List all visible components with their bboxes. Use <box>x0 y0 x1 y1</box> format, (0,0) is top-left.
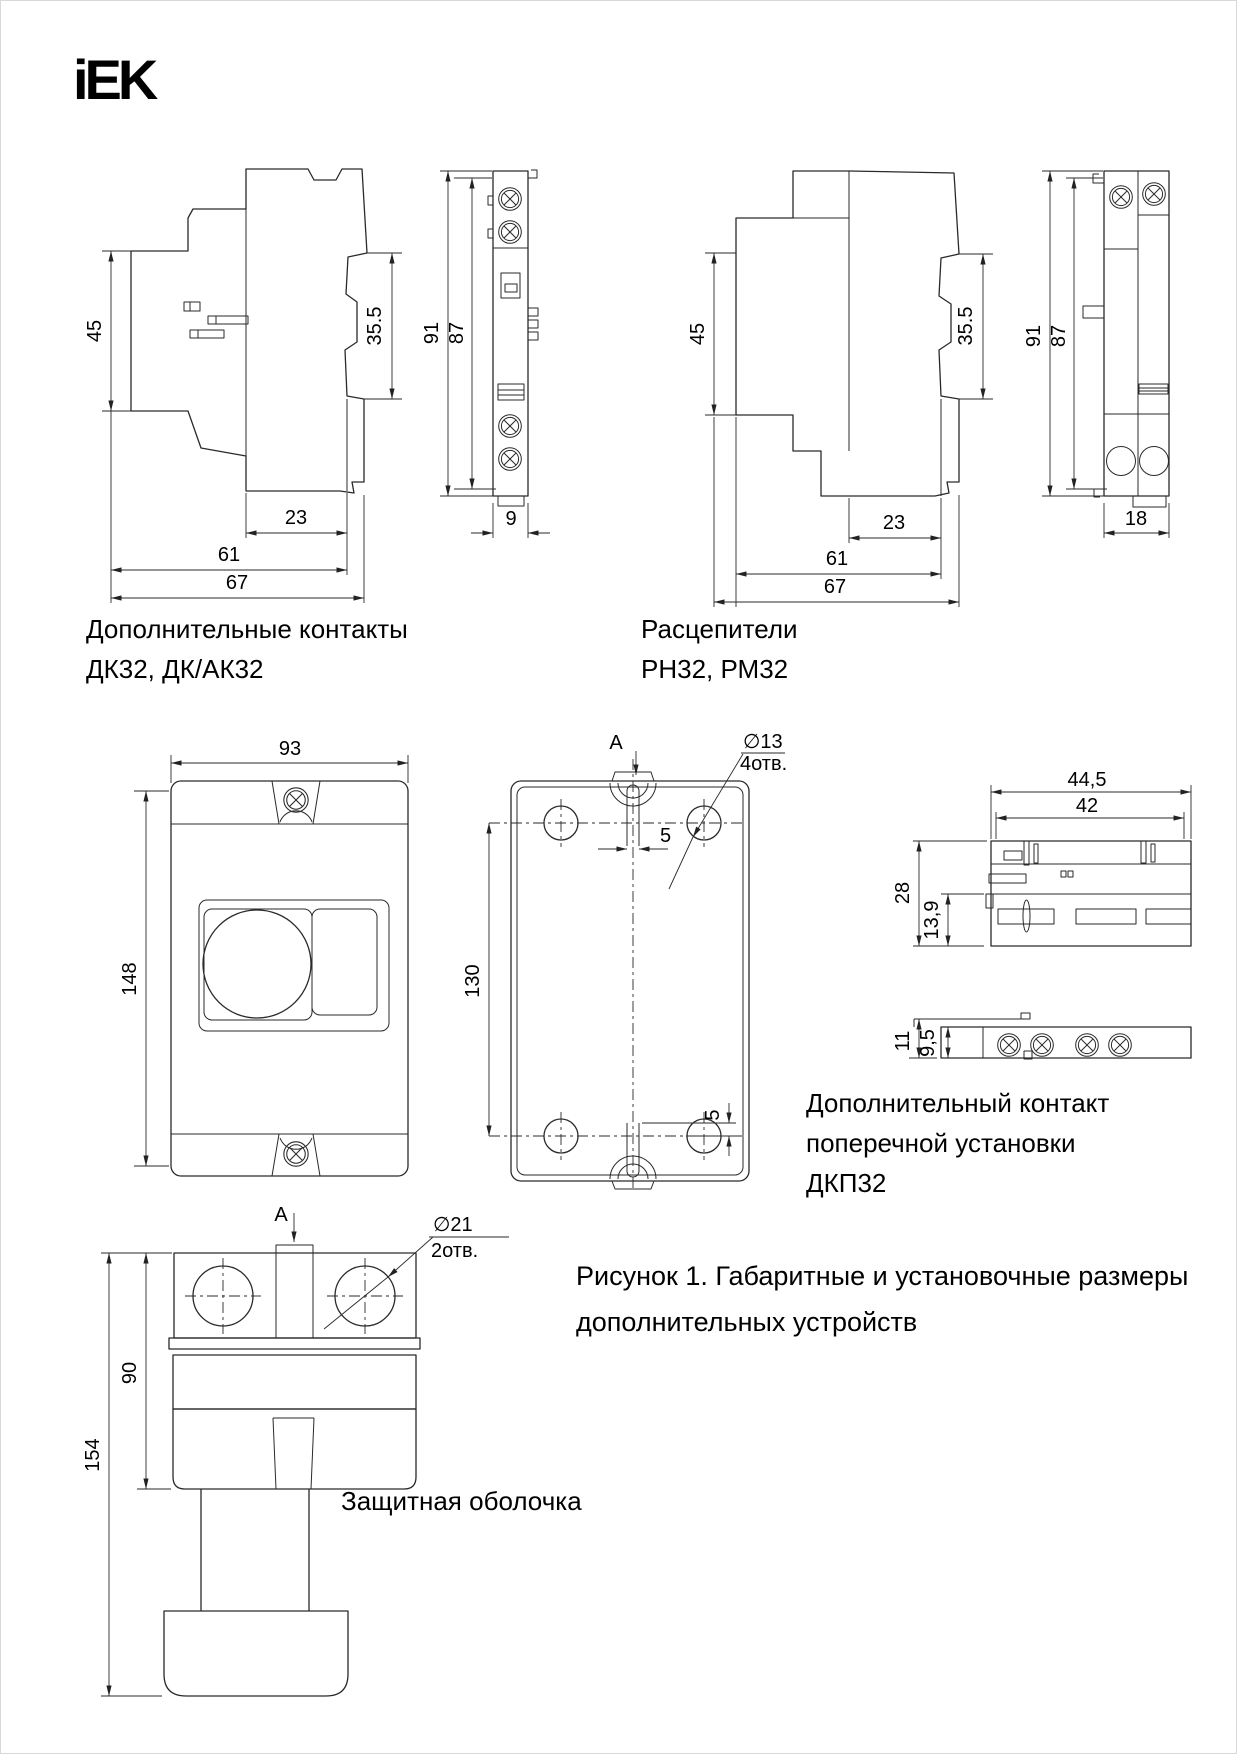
screw-icon <box>499 448 522 471</box>
shell-hole-count-label: 2отв. <box>431 1240 479 1262</box>
enclosure-front-dimensions <box>119 738 408 1166</box>
enclosure-back-view-drawing <box>446 691 786 1206</box>
release-front-outline <box>1083 171 1169 507</box>
screw-icon <box>499 415 522 438</box>
release-side-view-drawing <box>641 146 1001 606</box>
dim-encback-offset-top: 5 <box>660 825 672 847</box>
dim-dkfront-body: 87 <box>446 321 468 345</box>
protective-shell-drawing <box>81 1191 521 1721</box>
iek-logo: iEK <box>73 48 155 111</box>
dk32-front-dimensions <box>421 171 550 538</box>
dk32-side-dimensions <box>84 251 402 603</box>
hole-dia-label: ∅13 <box>743 731 783 753</box>
dim-dkfront-full: 91 <box>421 321 443 345</box>
dim-dkp-h-body: 13,9 <box>921 900 943 940</box>
cross-contact-label <box>806 1083 1109 1203</box>
figure-caption-line1: Рисунок 1. Габаритные и установочные размеры <box>576 1261 1189 1291</box>
screw-icon <box>1031 1034 1054 1057</box>
enclosure-front-outline <box>171 781 408 1176</box>
shell-dimensions <box>82 1204 509 1696</box>
dim-relfront-full: 91 <box>1023 324 1045 348</box>
dim-rel-w-mid: 61 <box>825 548 849 570</box>
dk32-front-outline <box>488 170 538 506</box>
screw-icon <box>499 188 522 211</box>
screw-icon <box>1110 186 1133 209</box>
aux-contacts-label <box>86 609 408 689</box>
screw-icon <box>1143 183 1166 206</box>
dim-relfront-body: 87 <box>1048 324 1070 348</box>
enclosure-back-outline <box>489 759 749 1189</box>
dkp32-side-outline <box>914 1013 1191 1059</box>
aux-contacts-label-line1: Дополнительные контакты <box>86 614 408 644</box>
release-side-outline <box>736 171 959 496</box>
figure-caption <box>576 1253 1188 1345</box>
cross-contact-label-line1: Дополнительный контакт <box>806 1088 1110 1118</box>
dim-encback-offset-bottom: 5 <box>702 1109 724 1121</box>
screw-icon <box>998 1034 1021 1057</box>
screw-icon <box>284 1142 308 1166</box>
dim-enc-height: 148 <box>119 962 141 996</box>
screw-icon <box>1076 1034 1099 1057</box>
releases-label-line2: РН32, РМ32 <box>641 654 789 684</box>
dim-shell-full: 154 <box>82 1438 104 1472</box>
dkp32-side-dimensions <box>892 1019 948 1058</box>
screw-icon <box>1109 1034 1132 1057</box>
screw-icon <box>284 788 308 812</box>
dim-dk-w-full: 67 <box>225 572 249 594</box>
section-a-label: A <box>609 732 623 754</box>
dim-rel-height: 45 <box>687 322 709 346</box>
dim-dkpside-body: 9,5 <box>917 1029 939 1057</box>
releases-label-line1: Расцепители <box>641 614 798 644</box>
dkp32-side-view-drawing <box>892 1001 1201 1083</box>
dim-dk-din-height: 35.5 <box>364 306 386 346</box>
aux-contacts-label-line2: ДК32, ДК/АК32 <box>86 654 264 684</box>
dim-rel-w-small: 23 <box>882 512 906 534</box>
shell-hole-dia-label: ∅21 <box>433 1214 473 1236</box>
shell-outline <box>164 1245 420 1696</box>
dim-dk-w-small: 23 <box>284 507 308 529</box>
dim-dkfront-width: 9 <box>505 508 517 530</box>
dk32-side-view-drawing <box>86 146 416 606</box>
dk32-front-view-drawing <box>421 146 566 546</box>
cross-contact-label-line3: ДКП32 <box>806 1168 887 1198</box>
enclosure-front-view-drawing <box>106 691 446 1191</box>
dim-dk-height: 45 <box>84 319 106 343</box>
cross-contact-label-line2: поперечной установки <box>806 1128 1076 1158</box>
dim-dkp-w-body: 42 <box>1075 795 1099 817</box>
dim-dkpside-full: 11 <box>892 1030 914 1052</box>
dk32-side-outline <box>131 169 367 493</box>
screw-icon <box>499 221 522 244</box>
dkp32-top-view-drawing <box>892 769 1201 961</box>
release-front-dimensions <box>1023 171 1169 538</box>
dim-rel-w-full: 67 <box>823 576 847 598</box>
knob-circle <box>203 910 311 1018</box>
release-side-dimensions <box>687 253 993 607</box>
dim-rel-din-height: 35.5 <box>955 306 977 346</box>
dim-encback-height: 130 <box>462 964 484 998</box>
dim-dkp-h-full: 28 <box>892 881 914 905</box>
dim-dkp-w-full: 44,5 <box>1067 769 1107 791</box>
dkp32-top-outline <box>986 841 1191 946</box>
release-front-view-drawing <box>1021 146 1221 546</box>
dim-enc-width: 93 <box>278 738 302 760</box>
section-a-label: A <box>274 1204 288 1226</box>
enclosure-shell-label: Защитная оболочка <box>341 1486 582 1516</box>
dim-shell-body: 90 <box>119 1361 141 1385</box>
releases-label <box>641 609 798 689</box>
dim-dk-w-mid: 61 <box>217 544 241 566</box>
hole-count-label: 4отв. <box>740 753 788 775</box>
figure-caption-line2: дополнительных устройств <box>576 1307 918 1337</box>
dim-relfront-width: 18 <box>1124 508 1148 530</box>
